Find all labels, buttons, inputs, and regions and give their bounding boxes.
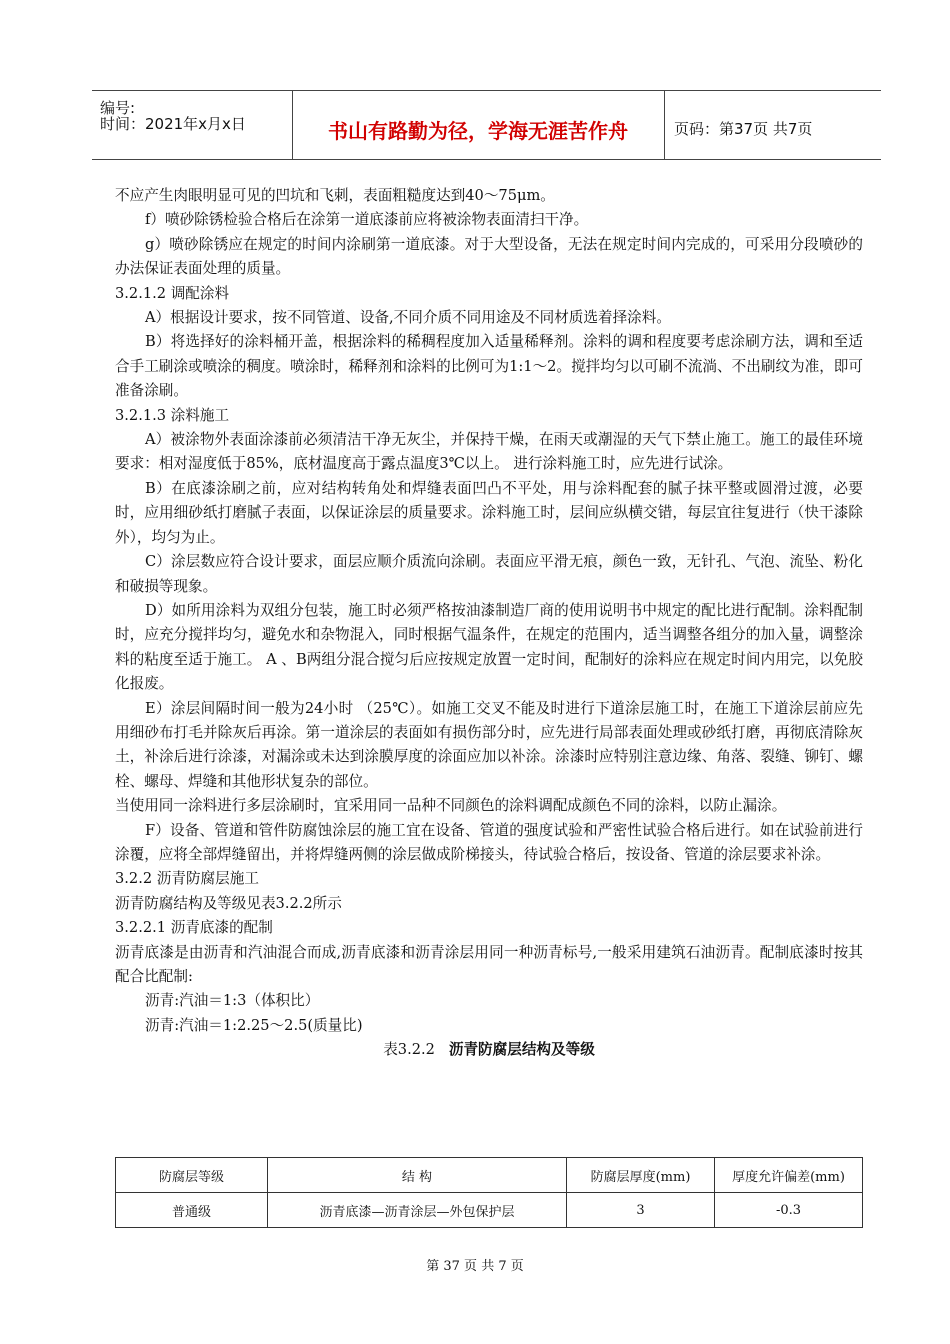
corrosion-table bbox=[115, 1157, 863, 1228]
paragraph: B）将选择好的涂料桶开盖，根据涂料的稀稠程度加入适量稀释剂。涂料的调和程度要考虑涂刷方法，调和至适合手工刷涂或喷涂的稠度。喷涂时，稀释剂和涂料的比例可为1:1～2。搅拌均匀以可刷不流淌、不出刷纹为准，即可准备涂刷。 bbox=[115, 333, 863, 400]
paragraph: 沥青防腐结构及等级见表3.2.2所示 bbox=[115, 894, 342, 912]
formula-line: 沥青:汽油＝1:3（体积比） bbox=[145, 992, 320, 1010]
table-caption bbox=[115, 1038, 863, 1062]
table-cell: 普通级 bbox=[116, 1193, 268, 1228]
table-header-cell: 厚度允许偏差(mm) bbox=[715, 1158, 863, 1193]
paragraph: E）涂层间隔时间一般为24小时 （25℃）。如施工交叉不能及时进行下道涂层施工时，在施工下道涂层前应先用细砂布打毛并除灰后再涂。第一道涂层的表面如有损伤部分时，应先进行局部表面处理或砂纸打磨，再彻底清除灰土，补涂后进行涂漆，对漏涂或未达到涂膜厚度的涂面应加以补涂。涂漆时应特别注意边缘、角落、裂缝、铆钉、螺栓、螺母、焊缝和其他形状复杂的部位。 bbox=[115, 699, 863, 790]
section-heading: 3.2.2.1 沥青底漆的配制 bbox=[115, 919, 273, 937]
table-row bbox=[116, 1193, 863, 1228]
slogan: 书山有路勤为径，学海无涯苦作舟 bbox=[328, 119, 628, 143]
paragraph: A）被涂物外表面涂漆前必须清洁干净无灰尘，并保持干燥，在雨天或潮湿的天气下禁止施工。施工的最佳环境要求：相对湿度低于85%，底材温度高于露点温度3℃以上。 进行涂料施工时，应先进行试涂。 bbox=[115, 431, 863, 473]
formula-line: 沥青:汽油＝1:2.25～2.5(质量比) bbox=[145, 1016, 363, 1034]
table-header-cell: 结 构 bbox=[268, 1158, 567, 1193]
paragraph: F）设备、管道和管件防腐蚀涂层的施工宜在设备、管道的强度试验和严密性试验合格后进行。如在试验前进行涂覆，应将全部焊缝留出，并将焊缝两侧的涂层做成阶梯接头，待试验合格后，按设备、管道的涂层要求补涂。 bbox=[115, 821, 863, 863]
paragraph: B）在底漆涂刷之前，应对结构转角处和焊缝表面凹凸不平处，用与涂料配套的腻子抹平整或圆滑过渡，必要时，应用细砂纸打磨腻子表面，以保证涂层的质量要求。涂料施工时，层间应纵横交错，每层宜往复进行（快干漆除外），均匀为止。 bbox=[115, 479, 863, 546]
table-cell: 3 bbox=[567, 1193, 715, 1228]
paragraph: 不应产生肉眼明显可见的凹坑和飞刺，表面粗糙度达到40～75μm。 bbox=[115, 187, 555, 204]
header-meta bbox=[92, 91, 293, 159]
paragraph: 沥青底漆是由沥青和汽油混合而成,沥青底漆和沥青涂层用同一种沥青标号,一般采用建筑石油沥青。配制底漆时按其配合比配制: bbox=[115, 943, 863, 985]
section-heading: 3.2.1.3 涂料施工 bbox=[115, 406, 230, 424]
table-caption-text: 沥青防腐层结构及等级 bbox=[448, 1041, 595, 1059]
table-header-row bbox=[116, 1158, 863, 1193]
section-heading: 3.2.1.2 调配涂料 bbox=[115, 284, 230, 302]
header-slogan-cell bbox=[292, 91, 665, 159]
table-cell: -0.3 bbox=[715, 1193, 863, 1228]
page-footer: 第 37 页 共 7 页 bbox=[426, 1259, 524, 1274]
paragraph: C）涂层数应符合设计要求，面层应顺介质流向涂刷。表面应平滑无痕，颜色一致，无针孔、气泡、流坠、粉化和破损等现象。 bbox=[115, 553, 863, 595]
paragraph: D）如所用涂料为双组分包装，施工时必须严格按油漆制造厂商的使用说明书中规定的配比进行配制。涂料配制时，应充分搅拌均匀，避免水和杂物混入，同时根据气温条件，在规定的范围内，适当调整各组分的加入量，调整涂料的粘度至适于施工。 A 、B两组分混合搅匀后应按规定放置一定时间，配制好的涂料应在规定时间内用完，以免胶化报废。 bbox=[115, 601, 863, 693]
header-page-cell bbox=[664, 91, 881, 159]
table-cell: 沥青底漆—沥青涂层—外包保护层 bbox=[268, 1193, 567, 1228]
section-heading: 3.2.2 沥青防腐层施工 bbox=[115, 870, 259, 888]
page-header bbox=[92, 90, 881, 160]
time-label: 时间：2021年x月x日 bbox=[100, 115, 246, 133]
paragraph: A）根据设计要求，按不同管道、设备,不同介质不同用途及不同材质选着择涂料。 bbox=[145, 309, 671, 327]
document-body bbox=[115, 184, 863, 1063]
table-header-cell: 防腐层等级 bbox=[116, 1158, 268, 1193]
page-label: 页码：第37页 共7页 bbox=[674, 120, 813, 138]
table-header-cell: 防腐层厚度(mm) bbox=[567, 1158, 715, 1193]
paragraph: g）喷砂除锈应在规定的时间内涂刷第一道底漆。对于大型设备，无法在规定时间内完成的，可采用分段喷砂的办法保证表面处理的质量。 bbox=[115, 235, 863, 278]
paragraph: f）喷砂除锈检验合格后在涂第一道底漆前应将被涂物表面清扫干净。 bbox=[145, 211, 589, 229]
number-label: 编号: bbox=[100, 99, 136, 117]
paragraph: 当使用同一涂料进行多层涂刷时，宜采用同一品种不同颜色的涂料调配成颜色不同的涂料，以防止漏涂。 bbox=[115, 797, 787, 815]
table-caption-number: 表3.2.2 bbox=[383, 1041, 435, 1059]
